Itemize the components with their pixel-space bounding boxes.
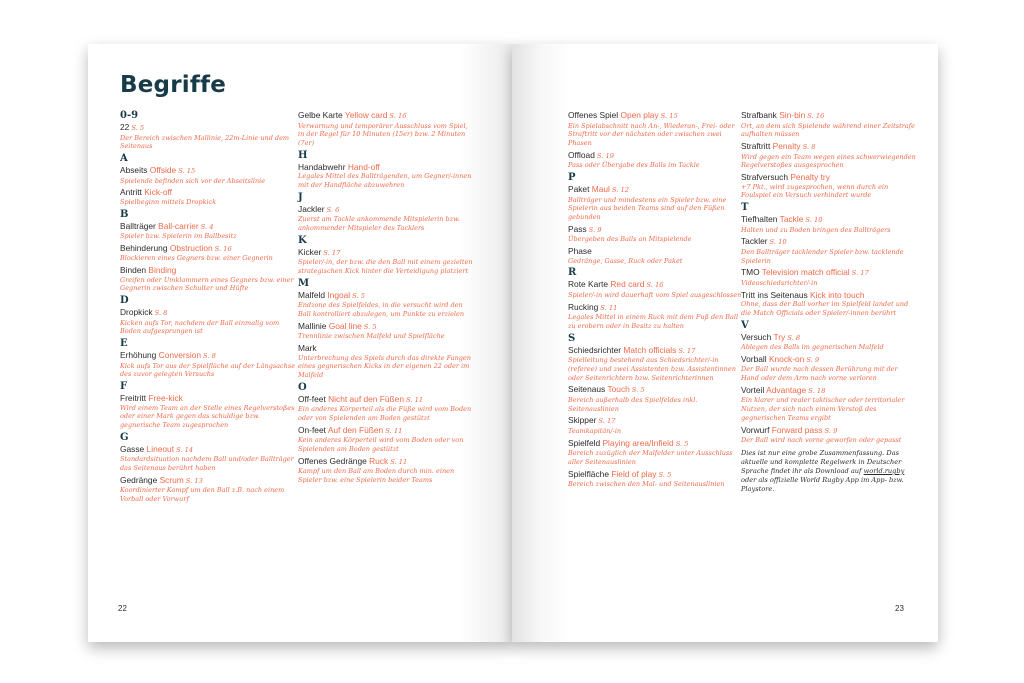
term-english: Open play bbox=[620, 110, 659, 120]
glossary-entry bbox=[120, 187, 296, 206]
glossary-entry bbox=[120, 393, 296, 430]
term-definition: Spieler bzw. Spielerin im Ballbesitz bbox=[120, 232, 237, 241]
term-english: Ingoal bbox=[327, 289, 351, 300]
term-heading bbox=[298, 343, 474, 354]
page-reference: S. 13 bbox=[185, 476, 203, 485]
glossary-entry bbox=[568, 302, 744, 331]
glossary-entry bbox=[298, 321, 474, 341]
term-definition: Bereich außerhalb des Spielfeldes inkl. Seitenauslinien bbox=[568, 395, 698, 413]
glossary-entry bbox=[298, 110, 474, 148]
term-german: Vorball bbox=[741, 353, 767, 364]
glossary-entry bbox=[741, 290, 917, 318]
right-page bbox=[512, 44, 938, 642]
page-reference: S. 5 bbox=[352, 291, 366, 300]
term-german: Tritt ins Seitenaus bbox=[741, 289, 808, 300]
section-letter: J bbox=[298, 191, 303, 203]
page-reference: S. 5 bbox=[658, 470, 672, 479]
glossary-entry bbox=[120, 243, 296, 263]
term-definition: Zuerst am Tackle ankommende Mitspielerin bzw. ankommender Mitspieler des Tacklers bbox=[298, 215, 460, 232]
term-german: Dropkick bbox=[120, 307, 153, 318]
term-english: Lineout bbox=[146, 443, 175, 454]
glossary-entry bbox=[741, 354, 917, 383]
page-reference: S. 9 bbox=[824, 426, 838, 435]
term-english: Conversion bbox=[158, 350, 202, 361]
term-heading bbox=[298, 162, 474, 173]
term-german: Skipper bbox=[568, 415, 597, 426]
term-heading bbox=[120, 165, 296, 177]
glossary-column-1 bbox=[120, 110, 296, 506]
term-heading bbox=[298, 110, 474, 122]
page-reference: S. 8 bbox=[203, 352, 216, 361]
term-heading bbox=[298, 321, 474, 333]
page-reference: S. 5 bbox=[675, 439, 689, 448]
term-definition: Wird einem Team an der Stelle eines Regelverstoßes oder einer Mark gegen das schuldige bzw. gegnerische Team zugesprochen bbox=[120, 403, 295, 430]
term-german: Freitritt bbox=[120, 393, 147, 404]
page-reference: S. 17 bbox=[851, 269, 869, 278]
section-letter: V bbox=[741, 319, 749, 331]
term-definition: Spieler/-in wird dauerhaft vom Spiel ausgeschlossen bbox=[568, 290, 742, 299]
term-heading bbox=[568, 469, 744, 481]
term-german: Rote Karte bbox=[568, 279, 609, 290]
term-definition: Der Ball wird nach vorne geworfen oder gepasst bbox=[741, 436, 902, 445]
term-heading bbox=[120, 221, 296, 233]
term-english: Match officials bbox=[623, 344, 677, 355]
section-letter: D bbox=[120, 295, 129, 307]
glossary-column-3 bbox=[568, 110, 744, 491]
term-german: Offenes Spiel bbox=[568, 110, 619, 120]
term-definition: Spielleitung bestehend aus Schiedsrichter/-in (referee) und zwei Assistenten bzw. Assistentinnen oder Seitenrichtern bzw. Seitenrichterinnen bbox=[568, 356, 736, 382]
term-definition: Gedränge, Gasse, Ruck oder Paket bbox=[568, 256, 683, 265]
glossary-entry bbox=[568, 415, 744, 435]
term-english: Touch bbox=[607, 384, 630, 395]
term-heading bbox=[741, 332, 917, 344]
term-heading bbox=[298, 247, 474, 259]
term-definition: Kicken aufs Tor, nachdem der Ball einmalig vom Boden aufgesprungen ist bbox=[120, 318, 280, 336]
term-definition: Der Bereich zwischen Mallinie, 22m-Linie und dem Seitenaus bbox=[120, 133, 290, 151]
term-definition: Spielende befinden sich vor der Abseitslinie bbox=[120, 176, 266, 185]
glossary-entry bbox=[298, 247, 474, 276]
term-definition: Der Ball wurde nach dessen Berührung mit der Hand oder dem Arm nach vorne verloren bbox=[741, 365, 898, 383]
term-heading bbox=[120, 122, 296, 134]
page-reference: S. 11 bbox=[390, 457, 408, 466]
page-reference: S. 11 bbox=[600, 303, 618, 312]
term-definition: Legales Mittel des Ballträgenden, um Gegner/-innen mit der Handfläche abzuwehren bbox=[298, 172, 472, 189]
page-reference: S. 5 bbox=[363, 322, 377, 331]
term-heading bbox=[298, 394, 474, 406]
term-definition: Teamkapitän/-in bbox=[568, 426, 622, 435]
term-german: Tiefhalten bbox=[741, 214, 778, 224]
page-reference: S. 9 bbox=[806, 355, 820, 364]
term-english: Yellow card bbox=[344, 110, 388, 120]
page-reference: S. 16 bbox=[807, 112, 825, 120]
term-german: Spielfläche bbox=[568, 468, 609, 479]
term-german: Erhöhung bbox=[120, 350, 157, 361]
term-english: Auf den Füßen bbox=[327, 424, 384, 435]
term-heading bbox=[568, 384, 744, 396]
term-english: Field of play bbox=[611, 468, 657, 479]
term-german: Gedränge bbox=[120, 474, 158, 485]
page-reference: S. 8 bbox=[802, 143, 816, 151]
page-reference: S. 17 bbox=[678, 346, 696, 355]
page-reference: S. 10 bbox=[805, 216, 823, 224]
term-english: Maul bbox=[591, 184, 610, 194]
term-german: Binden bbox=[120, 265, 147, 276]
page-reference: S. 4 bbox=[200, 222, 214, 231]
glossary-entry bbox=[741, 267, 917, 287]
term-german: Jackler bbox=[298, 203, 325, 214]
term-german: Mallinie bbox=[298, 320, 327, 331]
glossary-entry bbox=[568, 110, 744, 148]
term-german: TMO bbox=[741, 267, 760, 278]
term-definition: Trennlinie zwischen Malfeld und Spielfläche bbox=[298, 332, 445, 341]
term-definition: Bereich zuzüglich der Malfelder unter Ausschluss aller Seitenauslinien bbox=[568, 449, 733, 466]
glossary-entry bbox=[120, 265, 296, 293]
page-reference: S. 19 bbox=[596, 151, 614, 160]
summary-note-text: Dies ist nur eine grobe Zusammenfassung. Das aktuelle und komplette Regelwerk in Deutscher Sprache findet ihr als Download auf bbox=[741, 448, 902, 475]
term-german: Vorwurf bbox=[741, 424, 770, 435]
section-letter: R bbox=[568, 267, 577, 279]
term-german: Antritt bbox=[120, 187, 142, 198]
term-english: Try bbox=[773, 331, 786, 342]
glossary-column-2 bbox=[298, 110, 474, 487]
term-definition: Bereich zwischen den Mal- und Seitenauslinien bbox=[568, 480, 725, 489]
page-reference: S. 16 bbox=[214, 244, 232, 253]
glossary-column-4 bbox=[741, 110, 917, 494]
term-definition: Ein klarer und realer taktischer oder territorialer Nutzen, der sich nach einem Verstoß des gegnerischen Teams ergibt bbox=[741, 396, 905, 422]
term-german: Gasse bbox=[120, 443, 145, 454]
glossary-entry bbox=[568, 246, 744, 265]
summary-note-text-end: oder als offizielle World Rugby App im App- bzw. Playstore. bbox=[741, 475, 904, 493]
term-english: Nicht auf den Füßen bbox=[328, 393, 404, 404]
section-letter: A bbox=[120, 153, 128, 164]
term-heading bbox=[741, 290, 917, 301]
term-english: Ball-carrier bbox=[158, 220, 199, 231]
term-definition: Halten und zu Boden bringen des Ballträgers bbox=[741, 225, 891, 234]
glossary-entry bbox=[120, 307, 296, 336]
term-heading bbox=[568, 345, 744, 357]
glossary-entry bbox=[568, 150, 744, 170]
term-english: Red card bbox=[610, 279, 645, 290]
section-letter: 0-9 bbox=[120, 110, 139, 121]
page-number-right: 23 bbox=[895, 604, 904, 613]
term-definition: Spieler/-in, der bzw. die den Ball mit einem gezielten strategischen Kick hinter die Verteidigung platziert bbox=[298, 258, 473, 275]
term-english: Ruck bbox=[369, 455, 389, 466]
glossary-entry bbox=[741, 236, 917, 265]
term-heading bbox=[741, 385, 917, 397]
glossary-entry bbox=[298, 162, 474, 190]
term-german: Gelbe Karte bbox=[298, 110, 343, 120]
term-definition: Ablegen des Balls im gegnerischen Malfeld bbox=[741, 343, 884, 352]
glossary-entry bbox=[741, 110, 917, 139]
term-heading bbox=[120, 243, 296, 255]
term-heading bbox=[741, 110, 917, 122]
term-german: Kicker bbox=[298, 246, 322, 257]
term-definition: Übergeben des Balls an Mitspielende bbox=[568, 235, 692, 244]
section-letter: T bbox=[741, 202, 749, 213]
left-page bbox=[88, 44, 512, 642]
world-rugby-link[interactable]: world.rugby bbox=[863, 466, 905, 475]
page-reference: S. 5 bbox=[131, 124, 145, 132]
section-letter: B bbox=[120, 208, 129, 220]
term-heading bbox=[120, 350, 296, 362]
term-heading bbox=[568, 184, 744, 196]
glossary-entry bbox=[298, 343, 474, 380]
term-definition: Koordinierter Kampf um den Ball z.B. nach einem Vorball oder Vorwurf bbox=[120, 486, 285, 504]
glossary-entry bbox=[120, 475, 296, 504]
page-number-left: 22 bbox=[118, 604, 127, 613]
term-definition: Greifen oder Umklammern eines Gegners bzw. einer Gegnerin zwischen Schulter und Hüfte bbox=[120, 275, 294, 293]
term-german: Pass bbox=[568, 223, 587, 234]
glossary-entry bbox=[568, 224, 744, 244]
glossary-entry bbox=[568, 345, 744, 383]
term-german: Paket bbox=[568, 184, 590, 194]
term-definition: Legales Mittel in einem Ruck mit dem Fuß den Ball zu erobern oder in Besitz zu halten bbox=[568, 313, 739, 330]
term-heading bbox=[298, 425, 474, 437]
term-german: Spielfeld bbox=[568, 437, 601, 448]
term-german: Abseits bbox=[120, 165, 148, 175]
page-reference: S. 6 bbox=[326, 205, 340, 214]
term-english: Television match official bbox=[761, 267, 850, 278]
section-letter: H bbox=[298, 149, 308, 161]
term-german: Vorteil bbox=[741, 384, 765, 395]
page-reference: S. 17 bbox=[323, 248, 341, 257]
term-heading bbox=[120, 307, 296, 319]
glossary-entry bbox=[298, 456, 474, 485]
term-definition: Ort, an dem sich Spielende während einer Zeitstrafe aufhalten müssen bbox=[741, 121, 915, 139]
term-english: Offside bbox=[149, 165, 177, 175]
term-german: Schiedsrichter bbox=[568, 344, 622, 355]
term-english: Knock-on bbox=[768, 353, 805, 364]
glossary-entry bbox=[120, 122, 296, 151]
glossary-entry bbox=[741, 141, 917, 170]
term-english: Penalty try bbox=[790, 172, 830, 182]
glossary-entry bbox=[741, 214, 917, 234]
glossary-entry bbox=[568, 184, 744, 222]
term-heading bbox=[568, 246, 744, 257]
term-heading bbox=[568, 415, 744, 427]
term-german: On-feet bbox=[298, 424, 326, 435]
term-definition: Spielbeginn mittels Dropkick bbox=[120, 197, 217, 206]
page-reference: S. 11 bbox=[385, 426, 403, 435]
page-reference: S. 18 bbox=[808, 386, 826, 395]
glossary-entry bbox=[298, 204, 474, 233]
term-german: Handabwehr bbox=[298, 161, 346, 172]
term-english: Tackle bbox=[779, 214, 804, 224]
glossary-entry bbox=[568, 279, 744, 299]
glossary-entry bbox=[741, 385, 917, 423]
term-heading bbox=[741, 267, 917, 279]
glossary-entry bbox=[120, 165, 296, 185]
section-letter: M bbox=[298, 277, 310, 289]
term-definition: Videoschiedsrichter/-in bbox=[741, 278, 818, 287]
term-definition: Kein anderes Körperteil wird vom Boden oder von Spielenden am Boden gestützt bbox=[298, 436, 464, 453]
term-english: Kick-off bbox=[144, 187, 172, 198]
term-german: Ballträger bbox=[120, 220, 156, 231]
page-reference: S. 11 bbox=[406, 395, 424, 404]
section-letter: K bbox=[298, 234, 307, 246]
term-german: Behinderung bbox=[120, 242, 168, 253]
term-german: Off-feet bbox=[298, 393, 326, 404]
page-reference: S. 14 bbox=[176, 445, 194, 454]
page-reference: S. 9 bbox=[588, 225, 602, 234]
term-heading bbox=[568, 150, 744, 162]
section-letter: E bbox=[120, 338, 128, 350]
term-definition: Kick aufs Tor aus der Spielfläche auf der Längsachse des zuvor gelegten Versuchs bbox=[120, 361, 296, 379]
section-letter: P bbox=[568, 172, 576, 183]
glossary-entry bbox=[298, 290, 474, 319]
term-heading bbox=[568, 224, 744, 236]
term-german: Strafversuch bbox=[741, 172, 789, 182]
glossary-entry bbox=[741, 332, 917, 352]
term-heading bbox=[568, 438, 744, 450]
page-title: Begriffe bbox=[120, 72, 227, 98]
term-english: Advantage bbox=[766, 384, 807, 395]
term-german: Versuch bbox=[741, 331, 772, 342]
term-english: Forward pass bbox=[771, 424, 823, 435]
term-heading bbox=[741, 354, 917, 366]
term-heading bbox=[741, 214, 917, 226]
term-german: Tackler bbox=[741, 236, 768, 247]
term-heading bbox=[120, 393, 296, 404]
term-heading bbox=[741, 172, 917, 183]
page-reference: S. 8 bbox=[154, 309, 168, 318]
page-reference: S. 8 bbox=[787, 333, 801, 342]
term-definition: Wird gegen ein Team wegen eines schwerwiegenden Regelverstoßes ausgesprochen bbox=[741, 152, 916, 170]
term-english: Hand-off bbox=[347, 161, 380, 172]
page-reference: S. 10 bbox=[769, 238, 787, 247]
glossary-entry bbox=[741, 172, 917, 200]
term-definition: Endzone des Spielfeldes, in die versucht wird den Ball kontrolliert abzulegen, um Punkte zu erzielen bbox=[298, 301, 465, 318]
term-heading bbox=[120, 265, 296, 276]
term-german: Offenes Gedränge bbox=[298, 455, 367, 466]
glossary-entry bbox=[120, 444, 296, 473]
term-english: Goal line bbox=[328, 320, 362, 331]
term-heading bbox=[298, 204, 474, 216]
term-heading bbox=[298, 290, 474, 302]
term-definition: Den Ballträger tacklender Spieler bzw. tacklende Spielerin bbox=[741, 247, 904, 265]
section-letter: O bbox=[298, 381, 307, 393]
term-definition: Ballträger und mindestens ein Spieler bzw. eine Spielerin aus beiden Teams sind auf den Füßen gebunden bbox=[568, 195, 727, 221]
glossary-entry bbox=[298, 394, 474, 423]
term-german: Strafbank bbox=[741, 110, 777, 120]
page-reference: S. 5 bbox=[631, 386, 645, 395]
section-letter: G bbox=[120, 431, 129, 443]
term-definition: Verwarnung und temporärer Ausschluss vom Spiel, in der Regel für 10 Minuten (15er) bzw. 2 Minuten (7er) bbox=[298, 121, 468, 147]
glossary-entry bbox=[298, 425, 474, 454]
glossary-entry bbox=[568, 469, 744, 489]
glossary-entry bbox=[568, 438, 744, 467]
section-letter: S bbox=[568, 332, 576, 344]
term-english: Playing area/Infield bbox=[602, 437, 674, 448]
term-english: Scrum bbox=[159, 474, 184, 485]
term-definition: Ohne, dass der Ball vorher im Spielfeld landet und die Match Officials oder Spieler/-innen berührt bbox=[741, 300, 909, 317]
term-german: Malfeld bbox=[298, 289, 325, 300]
term-english: Free-kick bbox=[148, 393, 183, 404]
term-german: Straftritt bbox=[741, 141, 771, 151]
term-definition: Blockieren eines Gegners bzw. einer Gegnerin bbox=[120, 254, 273, 263]
section-letter: F bbox=[120, 381, 128, 393]
term-german: Rucking bbox=[568, 301, 599, 312]
term-heading bbox=[568, 302, 744, 314]
term-definition: Pass oder Übergabe des Balls im Tackle bbox=[568, 161, 700, 170]
page-reference: S. 15 bbox=[178, 167, 196, 175]
term-heading bbox=[568, 279, 744, 291]
term-heading bbox=[741, 425, 917, 437]
term-english: Obstruction bbox=[169, 242, 213, 253]
term-german: Mark bbox=[298, 343, 317, 353]
term-definition: Ein Spielabschnitt nach An-, Wiederan-, Frei- oder Straftritt vor der nächsten oder zwischen zwei Phasen bbox=[568, 121, 735, 147]
term-english: Penalty bbox=[772, 141, 801, 151]
term-english: Binding bbox=[148, 265, 177, 276]
term-heading bbox=[120, 475, 296, 487]
term-definition: Kampf um den Ball am Boden durch min. einen Spieler bzw. eine Spielerin beider Teams bbox=[298, 467, 455, 484]
glossary-entry bbox=[741, 425, 917, 445]
term-definition: Unterbrechung des Spiels durch das direkte Fangen eines gegnerischen Kicks in der eigenen 22 oder im Malfeld bbox=[298, 353, 471, 379]
page-reference: S. 16 bbox=[389, 112, 407, 120]
term-german: Seitenaus bbox=[568, 384, 606, 395]
page-reference: S. 17 bbox=[598, 417, 616, 426]
term-heading bbox=[120, 444, 296, 456]
term-heading bbox=[741, 141, 917, 153]
term-heading bbox=[741, 236, 917, 248]
term-english: Sin-bin bbox=[779, 110, 806, 120]
term-german: 22 bbox=[120, 122, 130, 132]
page-reference: S. 12 bbox=[611, 186, 630, 194]
term-definition: Ein anderes Körperteil als die Füße wird vom Boden oder von Spielenden am Boden gestützt bbox=[298, 405, 472, 422]
term-definition: +7 Pkt., wird zugesprochen, wenn durch ein Foulspiel ein Versuch verhindert wurde bbox=[741, 182, 889, 200]
glossary-entry bbox=[120, 350, 296, 379]
glossary-entry bbox=[568, 384, 744, 413]
term-german: Offload bbox=[568, 149, 595, 160]
term-german: Phase bbox=[568, 246, 592, 256]
term-definition: Standardsituation nachdem Ball und/oder Ballträger das Seitenaus berührt haben bbox=[120, 455, 294, 473]
page-reference: S. 15 bbox=[660, 112, 678, 120]
page-reference: S. 16 bbox=[646, 281, 664, 290]
term-heading bbox=[298, 456, 474, 468]
term-english: Kick into touch bbox=[810, 289, 865, 300]
summary-note bbox=[741, 449, 917, 494]
term-heading bbox=[120, 187, 296, 198]
term-heading bbox=[568, 110, 744, 122]
glossary-entry bbox=[120, 221, 296, 241]
